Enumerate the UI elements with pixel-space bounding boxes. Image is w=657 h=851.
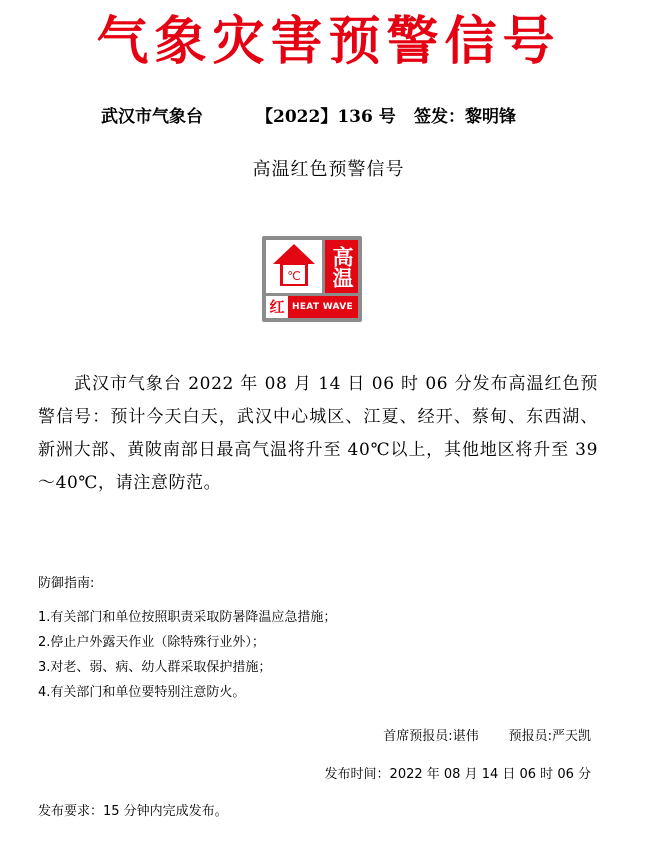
guide-item: 4.有关部门和单位要特别注意防火。: [38, 685, 246, 700]
heat-wave-label: HEAT WAVE: [292, 302, 353, 312]
signal-level-bar: [266, 296, 358, 318]
document-title: 气象灾害预警信号: [96, 11, 561, 72]
heat-wave-red-signal-icon: [262, 236, 362, 322]
document-number: 【2022】136 号: [256, 107, 396, 127]
guide-item: 1.有关部门和单位按照职责采取防暑降温应急措施；: [38, 610, 337, 625]
issue-line: [0, 98, 657, 128]
release-requirement: 发布要求：15 分钟内完成发布。: [38, 804, 228, 819]
level-label: 红: [266, 296, 288, 318]
forecasters-line: [383, 725, 591, 744]
guide-item: 2.停止户外露天作业（除特殊行业外）；: [38, 635, 265, 650]
thermometer-house-icon: [266, 240, 322, 293]
warning-subtitle: 高温红色预警信号: [252, 159, 405, 180]
warning-body: 武汉市气象台 2022 年 08 月 14 日 06 时 06 分发布高温红色预警信号：预计今天白天，武汉中心城区、江夏、经开、蔡甸、东西湖、新洲大部、黄陂南部日最高气温将升至 40℃以上，其他地区将升至 39～40℃，请注意防范。: [38, 374, 598, 493]
temperature-unit: ℃: [287, 269, 301, 283]
heat-type-label: 高温: [325, 240, 358, 293]
issuer: 武汉市气象台: [101, 107, 203, 127]
guide-item: 3.对老、弱、病、幼人群采取保护措施；: [38, 660, 272, 675]
guide-title: 防御指南:: [38, 576, 95, 591]
release-time: 发布时间：2022 年 08 月 14 日 06 时 06 分: [324, 767, 591, 782]
forecaster: 预报员:严天凯: [508, 729, 591, 744]
signer: 签发：黎明锋: [414, 107, 516, 127]
chief-forecaster: 首席预报员:谌伟: [383, 729, 479, 744]
defense-guide: [38, 572, 598, 705]
